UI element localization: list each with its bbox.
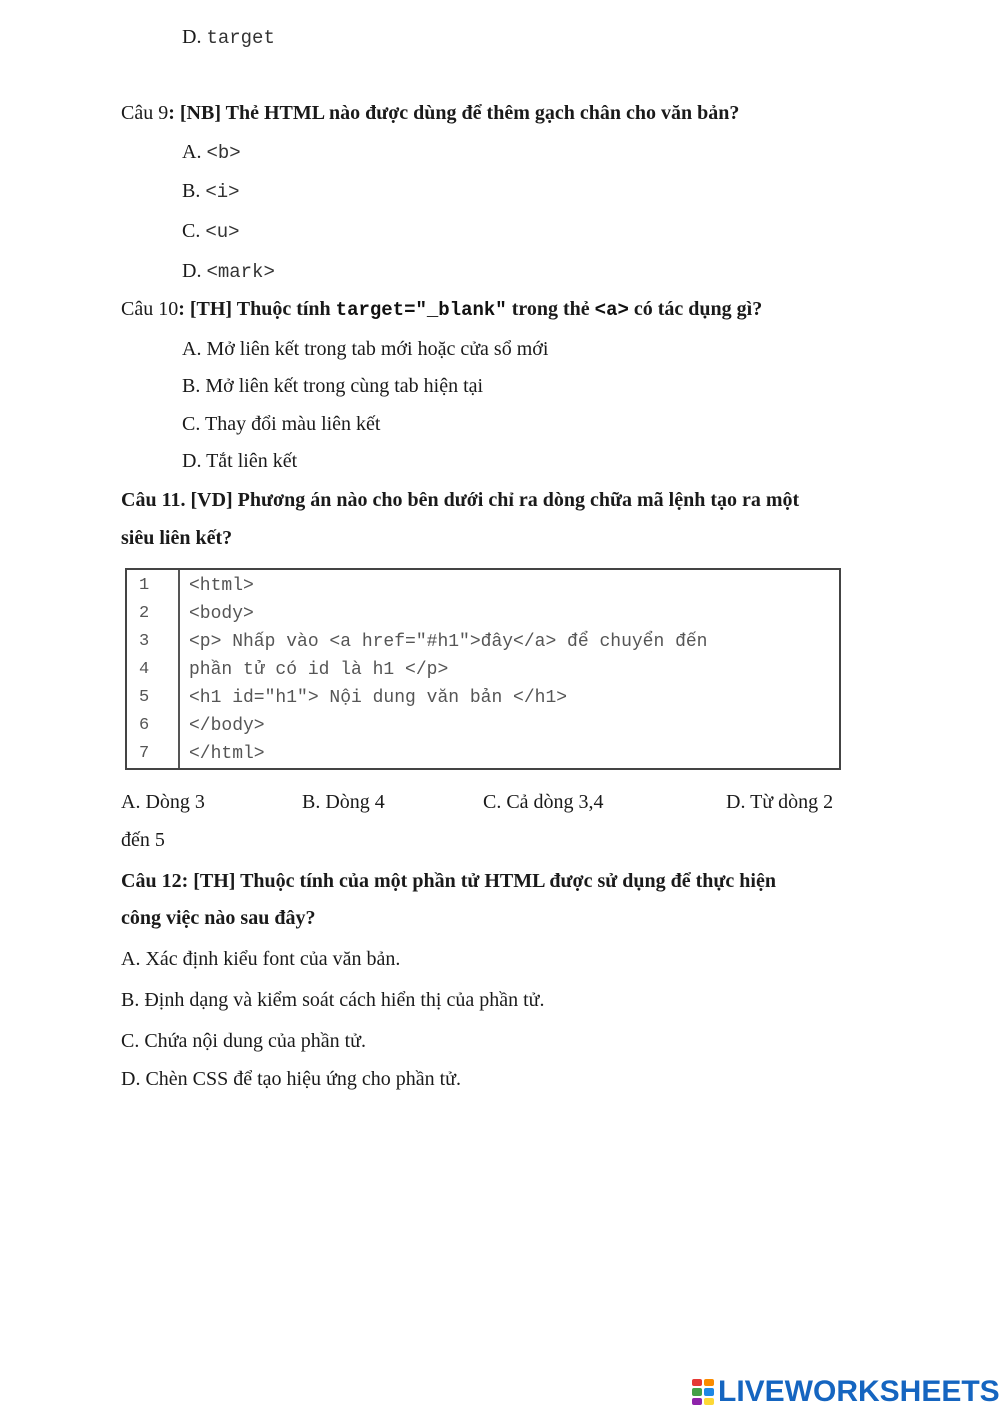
option-prefix: C. <box>182 220 201 242</box>
option-code: <mark> <box>206 261 275 283</box>
question-text-3: có tác dụng gì? <box>628 298 763 320</box>
question-text: : [NB] Thẻ HTML nào được dùng để thêm gạch chân cho văn bản? <box>168 102 740 124</box>
q9-option-a <box>182 141 241 164</box>
code-line: <p> Nhấp vào <a href="#h1">đây</a> để chuyển đến <box>189 632 708 652</box>
question-code-2: <a> <box>594 299 629 321</box>
code-line-number: 2 <box>139 604 150 623</box>
code-line: </html> <box>189 744 265 764</box>
question-lead: Câu 10 <box>121 298 179 320</box>
q11-option-b: B. Dòng 4 <box>302 791 385 813</box>
q10-option-d: D. Tắt liên kết <box>182 450 298 472</box>
option-code: <u> <box>205 221 240 243</box>
q11-option-c: C. Cả dòng 3,4 <box>483 791 604 813</box>
q9-option-b <box>182 180 240 203</box>
q12-option-a: A. Xác định kiểu font của văn bản. <box>121 948 401 970</box>
question-12-title-line1: Câu 12: [TH] Thuộc tính của một phần tử HTML được sử dụng để thực hiện <box>121 870 776 892</box>
code-listing <box>125 568 841 770</box>
q11-option-d: D. Từ dòng 2 <box>726 791 834 813</box>
code-line-number: 7 <box>139 744 150 763</box>
code-line: phần tử có id là h1 </p> <box>189 660 449 680</box>
code-line: </body> <box>189 716 265 736</box>
option-prefix: D. <box>182 260 202 282</box>
code-line: <h1 id="h1"> Nội dung văn bản </h1> <box>189 688 568 708</box>
question-11-title-line2: siêu liên kết? <box>121 527 233 549</box>
question-12-title-line2: công việc nào sau đây? <box>121 907 316 929</box>
logo-icon <box>692 1379 714 1405</box>
question-lead: Câu 9 <box>121 102 169 124</box>
question-code-1: target="_blank" <box>335 299 507 321</box>
question-11-title-line1: Câu 11. [VD] Phương án nào cho bên dưới chỉ ra dòng chữa mã lệnh tạo ra một <box>121 489 800 511</box>
q10-option-c: C. Thay đổi màu liên kết <box>182 413 381 435</box>
code-line: <html> <box>189 576 254 596</box>
code-line-number: 6 <box>139 716 150 735</box>
code-line: <body> <box>189 604 254 624</box>
option-prefix: B. <box>182 180 201 202</box>
logo-text: LIVEWORKSHEETS <box>718 1375 1000 1408</box>
code-gutter <box>127 570 180 768</box>
question-9-title <box>121 102 739 125</box>
code-line-number: 5 <box>139 688 150 707</box>
question-10-title <box>121 298 762 321</box>
q9-option-d <box>182 260 275 283</box>
q11-option-d-wrap: đến 5 <box>121 829 165 851</box>
code-line-number: 3 <box>139 632 150 651</box>
option-code: <i> <box>205 181 240 203</box>
q9-option-c <box>182 220 240 243</box>
question-text-1: : [TH] Thuộc tính <box>178 298 336 320</box>
q12-option-b: B. Định dạng và kiểm soát cách hiển thị của phần tử. <box>121 989 545 1011</box>
option-prefix: A. <box>182 141 202 163</box>
q11-option-a: A. Dòng 3 <box>121 791 205 813</box>
q12-option-d: D. Chèn CSS để tạo hiệu ứng cho phần tử. <box>121 1068 461 1090</box>
code-line-number: 1 <box>139 576 150 595</box>
prev-option-d <box>182 26 275 49</box>
q10-option-a: A. Mở liên kết trong tab mới hoặc cửa sổ mới <box>182 338 549 360</box>
option-code: target <box>206 27 275 49</box>
q10-option-b: B. Mở liên kết trong cùng tab hiện tại <box>182 375 484 397</box>
option-code: <b> <box>206 142 241 164</box>
q12-option-c: C. Chứa nội dung của phần tử. <box>121 1030 366 1052</box>
liveworksheets-logo <box>692 1374 1000 1410</box>
option-prefix: D. <box>182 26 202 48</box>
code-line-number: 4 <box>139 660 150 679</box>
question-text-2: trong thẻ <box>506 298 595 320</box>
